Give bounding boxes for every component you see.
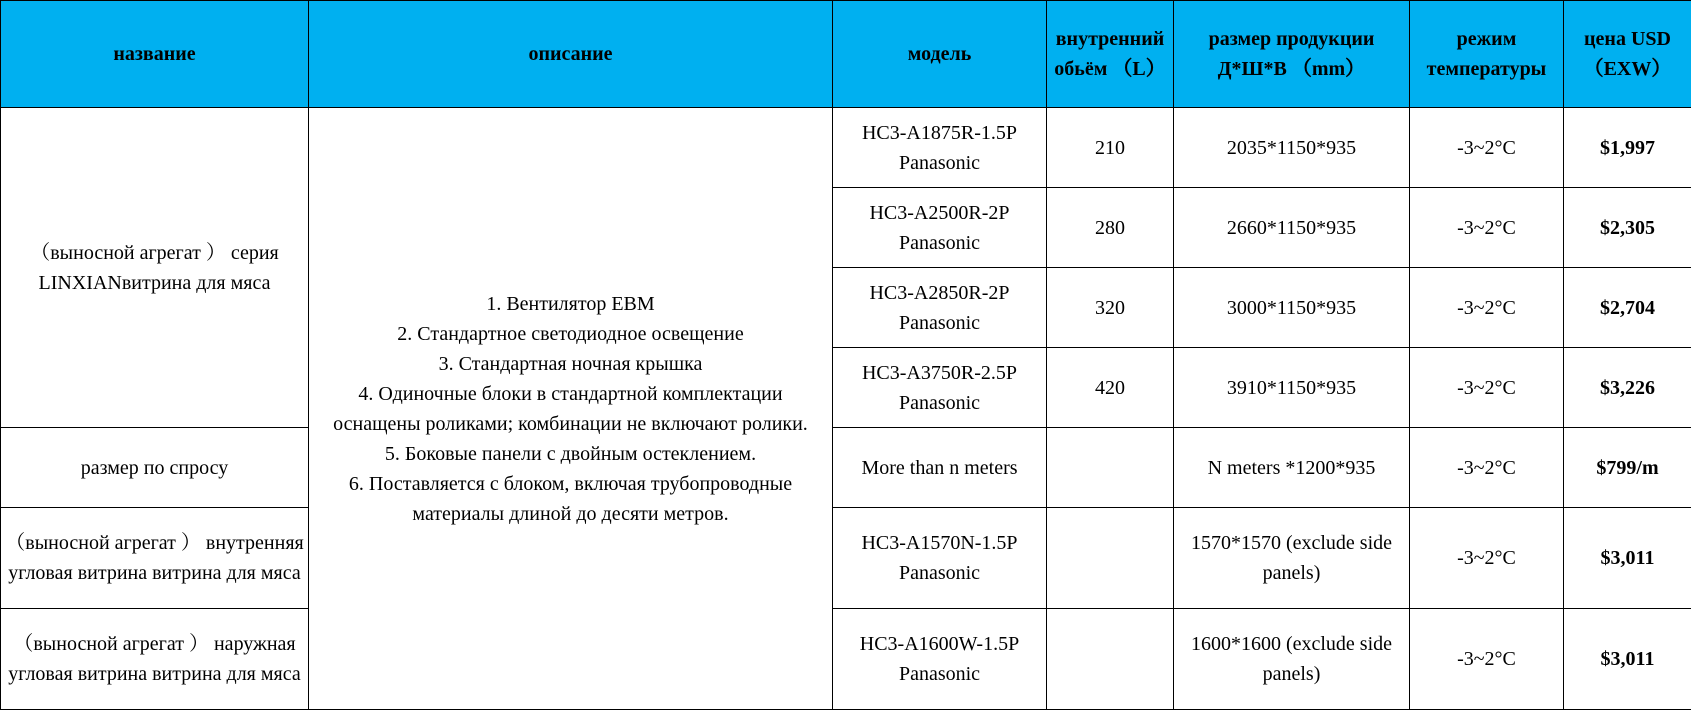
custom-size-name-cell: размер по спросу <box>1 428 309 508</box>
outer-corner-name-cell: （выносной агрегат ） наружная угловая витрина витрина для мяса <box>1 609 309 710</box>
volume-cell <box>1047 428 1174 508</box>
temperature-cell: -3~2°C <box>1410 508 1564 609</box>
model-brand: Panasonic <box>898 231 981 254</box>
volume-cell <box>1047 508 1174 609</box>
size-cell: 1570*1570 (exclude side panels) <box>1174 508 1410 609</box>
model-brand: Panasonic <box>898 391 981 414</box>
model-cell <box>833 268 1047 348</box>
header-model: модель <box>833 1 1047 108</box>
series-name-cell: （выносной агрегат ） серия LINXIANвитрина для мяса <box>1 108 309 428</box>
header-name: название <box>1 1 309 108</box>
model-code: HC3-A1600W-1.5P <box>859 633 1020 655</box>
size-cell: 3000*1150*935 <box>1174 268 1410 348</box>
model-cell <box>833 348 1047 428</box>
model-cell: More than n meters <box>833 428 1047 508</box>
header-size: размер продукции Д*Ш*В （mm） <box>1174 1 1410 108</box>
volume-cell: 210 <box>1047 108 1174 188</box>
model-cell <box>833 188 1047 268</box>
size-cell: 3910*1150*935 <box>1174 348 1410 428</box>
table-row <box>1 428 1691 508</box>
header-description: описание <box>309 1 833 108</box>
size-cell: 2035*1150*935 <box>1174 108 1410 188</box>
price-cell: $3,011 <box>1564 609 1691 710</box>
volume-cell: 320 <box>1047 268 1174 348</box>
table-row <box>1 508 1691 609</box>
price-cell: $2,305 <box>1564 188 1691 268</box>
size-cell: 1600*1600 (exclude side panels) <box>1174 609 1410 710</box>
model-cell <box>833 108 1047 188</box>
size-cell: 2660*1150*935 <box>1174 188 1410 268</box>
model-cell <box>833 508 1047 609</box>
temperature-cell: -3~2°C <box>1410 268 1564 348</box>
volume-cell: 280 <box>1047 188 1174 268</box>
model-brand: Panasonic <box>898 562 981 584</box>
header-temperature: режим температуры <box>1410 1 1564 108</box>
volume-cell: 420 <box>1047 348 1174 428</box>
inner-corner-name-cell: （выносной агрегат ） внутренняя угловая витрина витрина для мяса <box>1 508 309 609</box>
volume-cell <box>1047 609 1174 710</box>
header-row <box>1 1 1691 108</box>
temperature-cell: -3~2°C <box>1410 108 1564 188</box>
model-cell <box>833 609 1047 710</box>
price-cell: $799/m <box>1564 428 1691 508</box>
price-cell: $2,704 <box>1564 268 1691 348</box>
size-cell: N meters *1200*935 <box>1174 428 1410 508</box>
table-row <box>1 108 1691 188</box>
table-row <box>1 609 1691 710</box>
temperature-cell: -3~2°C <box>1410 609 1564 710</box>
model-code: HC3-A2500R-2P <box>869 201 1010 224</box>
description-cell: 1. Вентилятор EBM 2. Стандартное светодиодное освещение 3. Стандартная ночная крышка 4. Одиночные блоки в стандартной комплектации оснащены роликами; комбинации не включают ролики. 5. Боковые панели с двойным остеклением. 6. Поставляется с блоком, включая трубопроводные материалы длиной до десяти метров. <box>309 108 833 710</box>
temperature-cell: -3~2°C <box>1410 348 1564 428</box>
model-brand: Panasonic <box>898 663 981 685</box>
temperature-cell: -3~2°C <box>1410 188 1564 268</box>
header-price: цена USD （EXW） <box>1564 1 1691 108</box>
model-code: HC3-A2850R-2P <box>869 281 1010 304</box>
model-code: HC3-A1875R-1.5P <box>861 121 1017 144</box>
temperature-cell: -3~2°C <box>1410 428 1564 508</box>
model-code: HC3-A3750R-2.5P <box>861 361 1017 384</box>
model-brand: Panasonic <box>898 311 981 334</box>
price-cell: $3,226 <box>1564 348 1691 428</box>
price-cell: $1,997 <box>1564 108 1691 188</box>
price-cell: $3,011 <box>1564 508 1691 609</box>
model-brand: Panasonic <box>898 151 981 174</box>
header-volume: внутренний обьём （L） <box>1047 1 1174 108</box>
model-code: HC3-A1570N-1.5P <box>861 532 1018 554</box>
